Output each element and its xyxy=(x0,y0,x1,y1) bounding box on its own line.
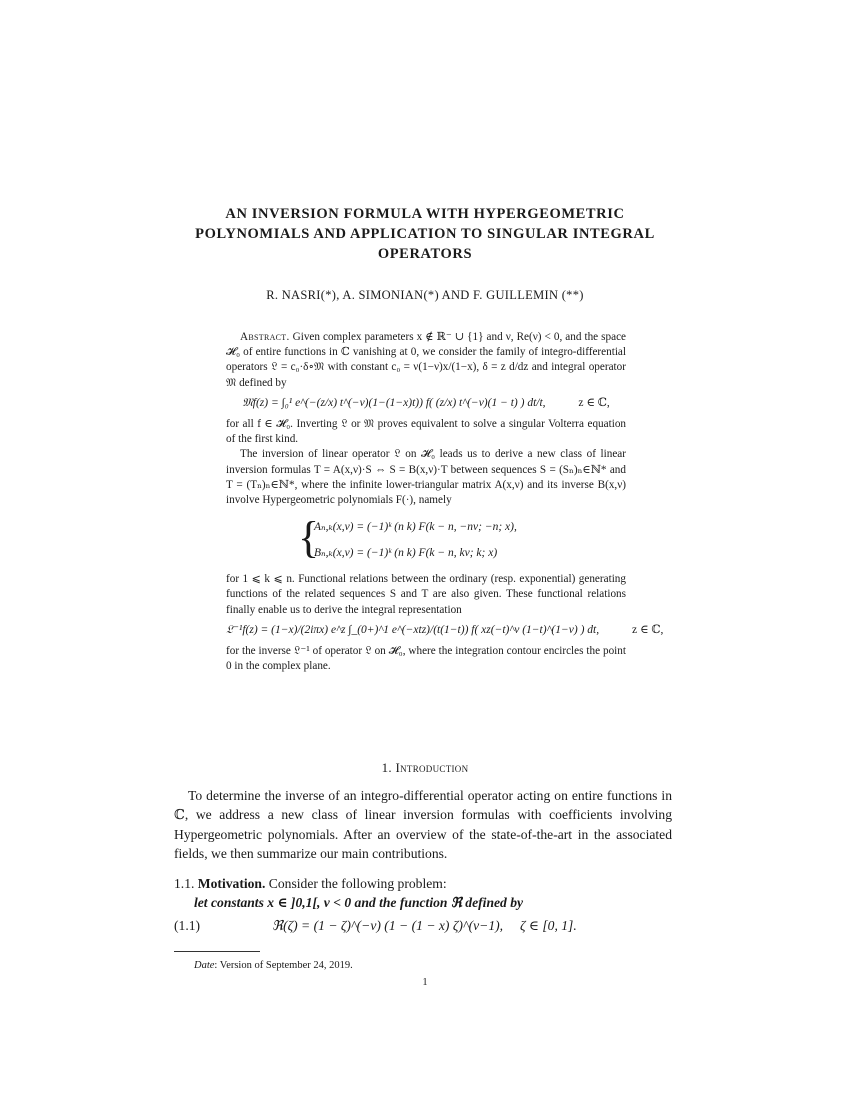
page-number: 1 xyxy=(422,977,428,988)
subsection-text: Consider the following problem: xyxy=(268,876,447,891)
abstract-equation-1 xyxy=(226,396,626,411)
footnote-text: : Version of September 24, 2019. xyxy=(214,960,353,971)
abstract-paragraph-3: The inversion of linear operator 𝔏 on 𝓗₀ leads us to derive a new class of linear inversion formulas T = A(x,ν)·S ⇔ S = B(x,ν)·T between sequences S = (Sₙ)ₙ∈ℕ* and T = (Tₙ)ₙ∈ℕ*, where the infinite lower-triangular matrix A(x,ν) and its inverse B(x,ν) involve Hypergeometric polynomials F(·), namely xyxy=(226,448,626,507)
abstract-paragraph-4: for 1 ⩽ k ⩽ n. Functional relations between the ordinary (resp. exponential) generating functions of the related sequences S and T are also given. These functional relations finally enable us to derive the integral representation xyxy=(226,573,626,616)
section-heading: 1. Introduction xyxy=(381,760,469,775)
title-line-1: AN INVERSION FORMULA WITH HYPERGEOMETRIC xyxy=(225,206,625,222)
abstract-equation-2 xyxy=(226,623,664,638)
arxiv-stamp-svg xyxy=(22,280,58,800)
problem-statement: let constants x ∈ ]0,1[, ν < 0 and the function ℜ defined by xyxy=(194,895,524,911)
equation-1-1 xyxy=(174,918,672,938)
footnote-label: Date xyxy=(194,960,215,971)
matrix-cases xyxy=(298,514,626,566)
abstract-text-1: Given complex parameters x ∉ ℝ⁻ ∪ {1} and ν, Re(ν) < 0, and the space 𝓗₀ of entire functions in ℂ vanishing at 0, we consider the family of integro-differential operators 𝔏 = c₀·δ∘𝔐 with constant c₀ = ν(1−ν)x/(1−x), δ = z d/dz and integral operator 𝔐 defined by xyxy=(226,331,627,389)
abstract-paragraph-5: for the inverse 𝔏⁻¹ of operator 𝔏 on 𝓗₀, where the integration contour encircles the point 0 in the complex plane. xyxy=(226,645,626,673)
subsection-intro-line xyxy=(174,874,672,893)
authors: R. NASRI(*), A. SIMONIAN(*) AND F. GUILLEMIN (**) xyxy=(266,288,584,302)
footnote-rule xyxy=(174,951,260,952)
abstract-paragraph-1 xyxy=(226,330,626,391)
footnote xyxy=(194,960,353,971)
equation-domain: ζ ∈ [0, 1]. xyxy=(520,918,577,933)
arxiv-side-stamp xyxy=(22,280,58,800)
abstract xyxy=(226,330,664,674)
title-line-2: POLYNOMIALS AND APPLICATION TO SINGULAR INTEGRAL xyxy=(195,226,655,242)
case-A: Aₙ,ₖ(x,ν) = (−1)ᵏ (n k) F(k − n, −nν; −n; x), xyxy=(314,521,517,534)
equation-inverse-representation: 𝔏⁻¹f(z) = (1−x)/(2iπx) e^z ∫_(0+)^1 e^(−xtz)/(t(1−t)) f( xz(−t)^ν (1−t)^(1−ν) ) dt, xyxy=(226,623,600,636)
abstract-label: Abstract. xyxy=(240,331,290,343)
paper-title xyxy=(150,204,700,264)
title-line-3: OPERATORS xyxy=(377,246,473,262)
equation-body: ℜ(ζ) = (1 − ζ)^(−ν) (1 − (1 − x) ζ)^(ν−1), xyxy=(272,918,504,933)
cases-brace: { xyxy=(298,513,320,563)
introduction-paragraph: To determine the inverse of an integro-differential operator acting on entire functions in ℂ, we address a new class of linear inversion formulas with coefficients involving Hypergeometric polynomials. After an overview of the state-of-the-art in the associated fields, we then summarize our main contributions. xyxy=(174,788,672,862)
equation-number: (1.1) xyxy=(174,918,201,933)
abstract-paragraph-2: for all f ∈ 𝓗₀. Inverting 𝔏 or 𝔐 proves equivalent to solve a singular Volterra equation of the first kind. xyxy=(226,418,626,446)
equation-M-definition: 𝔐f(z) = ∫₀¹ e^(−(z/x) t^(−ν)(1−(1−x)t)) f( (z/x) t^(−ν)(1 − t) ) dt/t, xyxy=(242,396,546,409)
subsection-motivation xyxy=(174,874,672,913)
equation-M-domain: z ∈ ℂ, xyxy=(578,396,610,409)
case-B: Bₙ,ₖ(x,ν) = (−1)ᵏ (n k) F(k − n, kν; k; x) xyxy=(314,547,498,560)
subsection-title: Motivation. xyxy=(197,876,266,891)
subsection-number: 1.1. xyxy=(174,876,195,891)
equation-inverse-domain: z ∈ ℂ, xyxy=(631,623,664,636)
introduction xyxy=(174,786,672,864)
